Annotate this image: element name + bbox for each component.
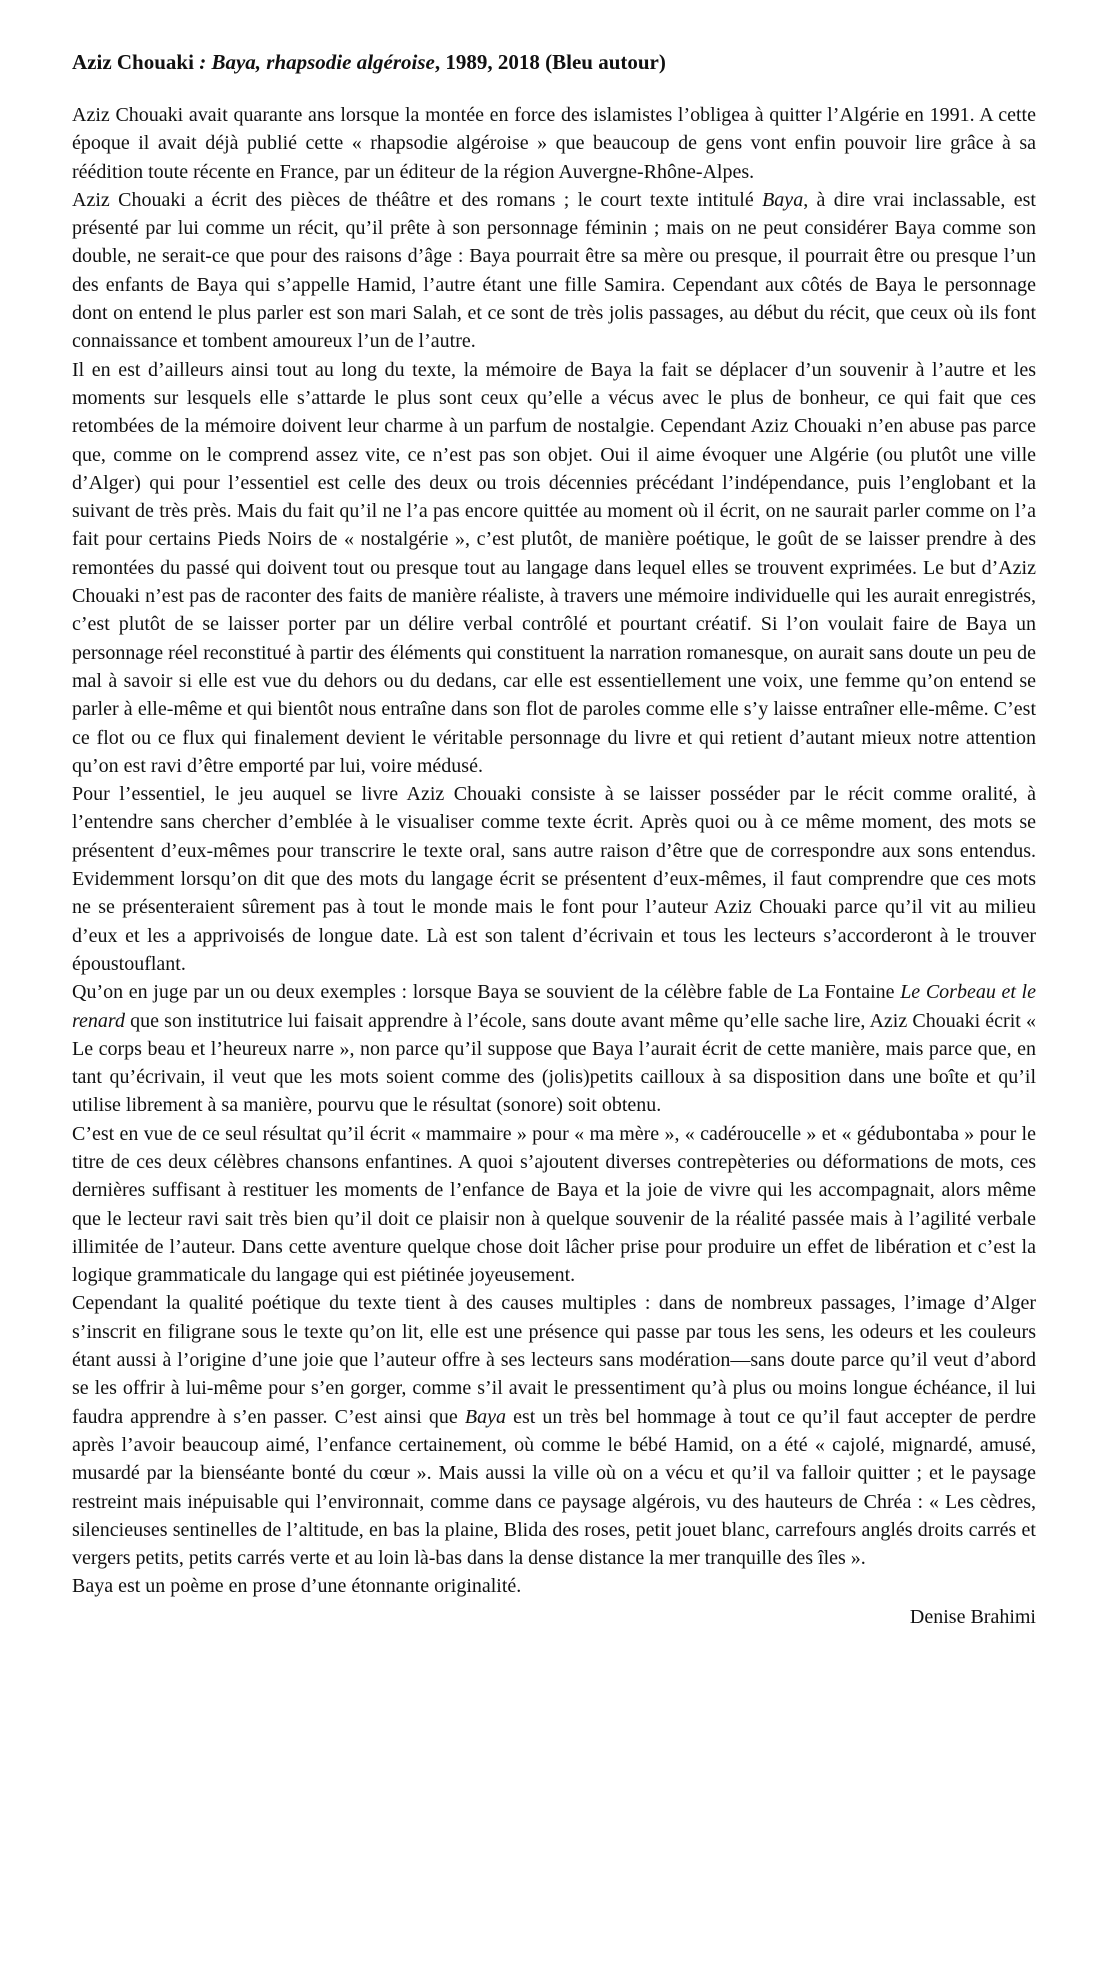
paragraph-text: Baya est un poème en prose d’une étonnante originalité. [72, 1575, 522, 1598]
heading-book-title: Baya, rhapsodie algéroise [211, 50, 435, 74]
paragraph-italic-text: Le Corbeau et le renard [72, 981, 1036, 1032]
paragraph [72, 356, 1036, 780]
paragraph [72, 978, 1036, 1119]
paragraph [72, 1120, 1036, 1290]
paragraph-italic-text: Baya [464, 1405, 506, 1428]
paragraph-text: Aziz Chouaki a écrit des pièces de théâtre et des romans ; le court texte intitulé [72, 188, 763, 211]
paragraph-text: Il en est d’ailleurs ainsi tout au long du texte, la mémoire de Baya la fait se déplacer d’un souvenir à l’autre et les moments sur lesquels elle s’attarde le plus sont ceux qu’elle a vécus avec le plus de bonheur, ce qui fait que ces retombées de la mémoire doivent leur charme à un parfum de nostalgie. Cependant Aziz Chouaki n’en abuse pas parce que, comme on le comprend assez vite, ce n’est pas son objet. Oui il aime évoquer une Algérie (ou plutôt une ville d’Alger) qui pour l’essentiel est celle des deux ou trois décennies précédant l’indépendance, puis l’englobant et la suivant de très près. Mais du fait qu’il ne l’a pas encore quittée au moment où il écrit, on ne saurait parler comme on l’a fait pour certains Pieds Noirs de « nostalgérie », c’est plutôt, de manière poétique, le goût de se laisser prendre à des remontées du passé qui doivent tout ou presque tout au langage dans lequel elles se trouvent exprimées. Le but d’Aziz Chouaki n’est pas de raconter des faits de manière réaliste, à travers une mémoire individuelle qui les aurait enregistrés, c’est plutôt de se laisser porter par un délire verbal contrôlé et pourtant créatif. Si l’on voulait faire de Baya un personnage réel reconstitué à partir des éléments qui constituent la narration romanesque, on aurait sans doute un peu de mal à savoir si elle est vue du dehors ou du dedans, car elle est essentiellement une voix, une femme qu’on entend se parler à elle-même et qui bientôt nous entraîne dans son flot de paroles comme elle s’y laisse entraîner elle-même. C’est ce flot ou ce flux qui finalement devient le véritable personnage du livre et qui retient d’autant mieux notre attention qu’on est ravi d’être emporté par lui, voire médusé. [72, 358, 1036, 777]
review-body [72, 101, 1036, 1601]
paragraph-text: , à dire vrai inclassable, est présenté par lui comme un récit, qu’il prête à son personnage féminin ; mais on ne peut considérer Baya comme son double, ne serait-ce que pour des raisons d’âge : Baya pourrait être sa mère ou presque, il pourrait être ou presque l’un des enfants de Baya qui s’appelle Hamid, l’autre étant une fille Samira. Cependant aux côtés de Baya le personnage dont on entend le plus parler est son mari Salah, et ce sont de très jolis passages, au début du récit, que ceux où ils font connaissance et tombent amoureux l’un de l’autre. [72, 188, 1036, 353]
paragraph [72, 186, 1036, 356]
paragraph-text: Qu’on en juge par un ou deux exemples : lorsque Baya se souvient de la célèbre fable de La Fontaine [72, 981, 901, 1004]
paragraph [72, 101, 1036, 186]
paragraph-text: que son institutrice lui faisait apprendre à l’école, sans doute avant même qu’elle sache lire, Aziz Chouaki écrit « Le corps beau et l’heureux narre », non parce qu’il suppose que Baya l’aurait écrit de cette manière, mais parce que, en tant qu’écrivain, il veut que les mots soient comme des (jolis)petits cailloux à sa disposition dans une boîte et qu’il utilise librement à sa manière, pourvu que le résultat (sonore) soit obtenu. [72, 1009, 1036, 1117]
paragraph-text: Pour l’essentiel, le jeu auquel se livre Aziz Chouaki consiste à se laisser posséder par le récit comme oralité, à l’entendre sans chercher d’emblée à le visualiser comme texte écrit. Après quoi ou à ce même moment, des mots se présentent d’eux-mêmes pour transcrire le texte oral, sans autre raison d’être que de correspondre aux sons entendus. Evidemment lorsqu’on dit que des mots du langage écrit se présentent d’eux-mêmes, il faut comprendre que ces mots ne se présenteraient sûrement pas à tout le monde mais le font pour l’auteur Aziz Chouaki parce qu’il vit au milieu d’eux et les a apprivoisés de longue date. Là est son talent d’écrivain et tous les lecteurs s’accorderont à le trouver époustouflant. [72, 783, 1036, 975]
paragraph [72, 1572, 1036, 1600]
author-signature: Denise Brahimi [909, 1605, 1036, 1628]
review-heading [72, 48, 1036, 76]
paragraph-text: Cependant la qualité poétique du texte tient à des causes multiples : dans de nombreux passages, l’image d’Alger s’inscrit en filigrane sous le texte qu’on lit, elle est une présence qui passe par tous les sens, les odeurs et les couleurs étant aussi à l’origine d’une joie que l’auteur offre à ses lecteurs sans modération—sans doute parce qu’il veut d’abord se les offrir à lui-même pour s’en gorger, comme s’il avait le pressentiment qu’à plus ou moins longue échéance, il lui faudra apprendre à s’en passer. C’est ainsi que [72, 1292, 1036, 1428]
heading-separator: : [193, 50, 212, 74]
paragraph [72, 780, 1036, 978]
heading-details: , 1989, 2018 (Bleu autour) [434, 50, 666, 74]
paragraph-text: C’est en vue de ce seul résultat qu’il écrit « mammaire » pour « ma mère », « cadéroucelle » et « gédubontaba » pour le titre de ces deux célèbres chansons enfantines. A quoi s’ajoutent diverses contrepèteries ou déformations de mots, ces dernières suffisant à restituer les moments de l’enfance de Baya et la joie de vivre qui les accompagnait, alors même que le lecteur ravi sait très bien qu’il doit ce plaisir non à quelque souvenir de la réalité passée mais à l’agilité verbale illimitée de l’auteur. Dans cette aventure quelque chose doit lâcher prise pour produire un effet de libération et c’est la logique grammaticale du langage qui est piétinée joyeusement. [72, 1122, 1036, 1287]
review-page [72, 48, 1036, 1631]
paragraph [72, 1289, 1036, 1572]
paragraph-text: est un très bel hommage à tout ce qu’il faut accepter de perdre après l’avoir beaucoup aimé, l’enfance certainement, où comme le bébé Hamid, on a été « cajolé, mignardé, amusé, musardé par la bienséante bonté du cœur ». Mais aussi la ville où on a vécu et qu’il va falloir quitter ; et le paysage restreint mais inépuisable qui l’environnait, comme dans ce paysage algérois, vu des hauteurs de Chréa : « Les cèdres, silencieuses sentinelles de l’altitude, en bas la plaine, Blida des roses, petit jouet blanc, carrefours anglés droits carrés et vergers petits, petits carrés verte et au loin là-bas dans la dense distance la mer tranquille des îles ». [72, 1405, 1036, 1570]
heading-author: Aziz Chouaki [72, 50, 194, 74]
paragraph-text: Aziz Chouaki avait quarante ans lorsque la montée en force des islamistes l’obligea à quitter l’Algérie en 1991. A cette époque il avait déjà publié cette « rhapsodie algéroise » que beaucoup de gens vont enfin pouvoir lire grâce à sa réédition toute récente en France, par un éditeur de la région Auvergne-Rhône-Alpes. [72, 104, 1036, 183]
paragraph-italic-text: Baya [762, 188, 804, 211]
